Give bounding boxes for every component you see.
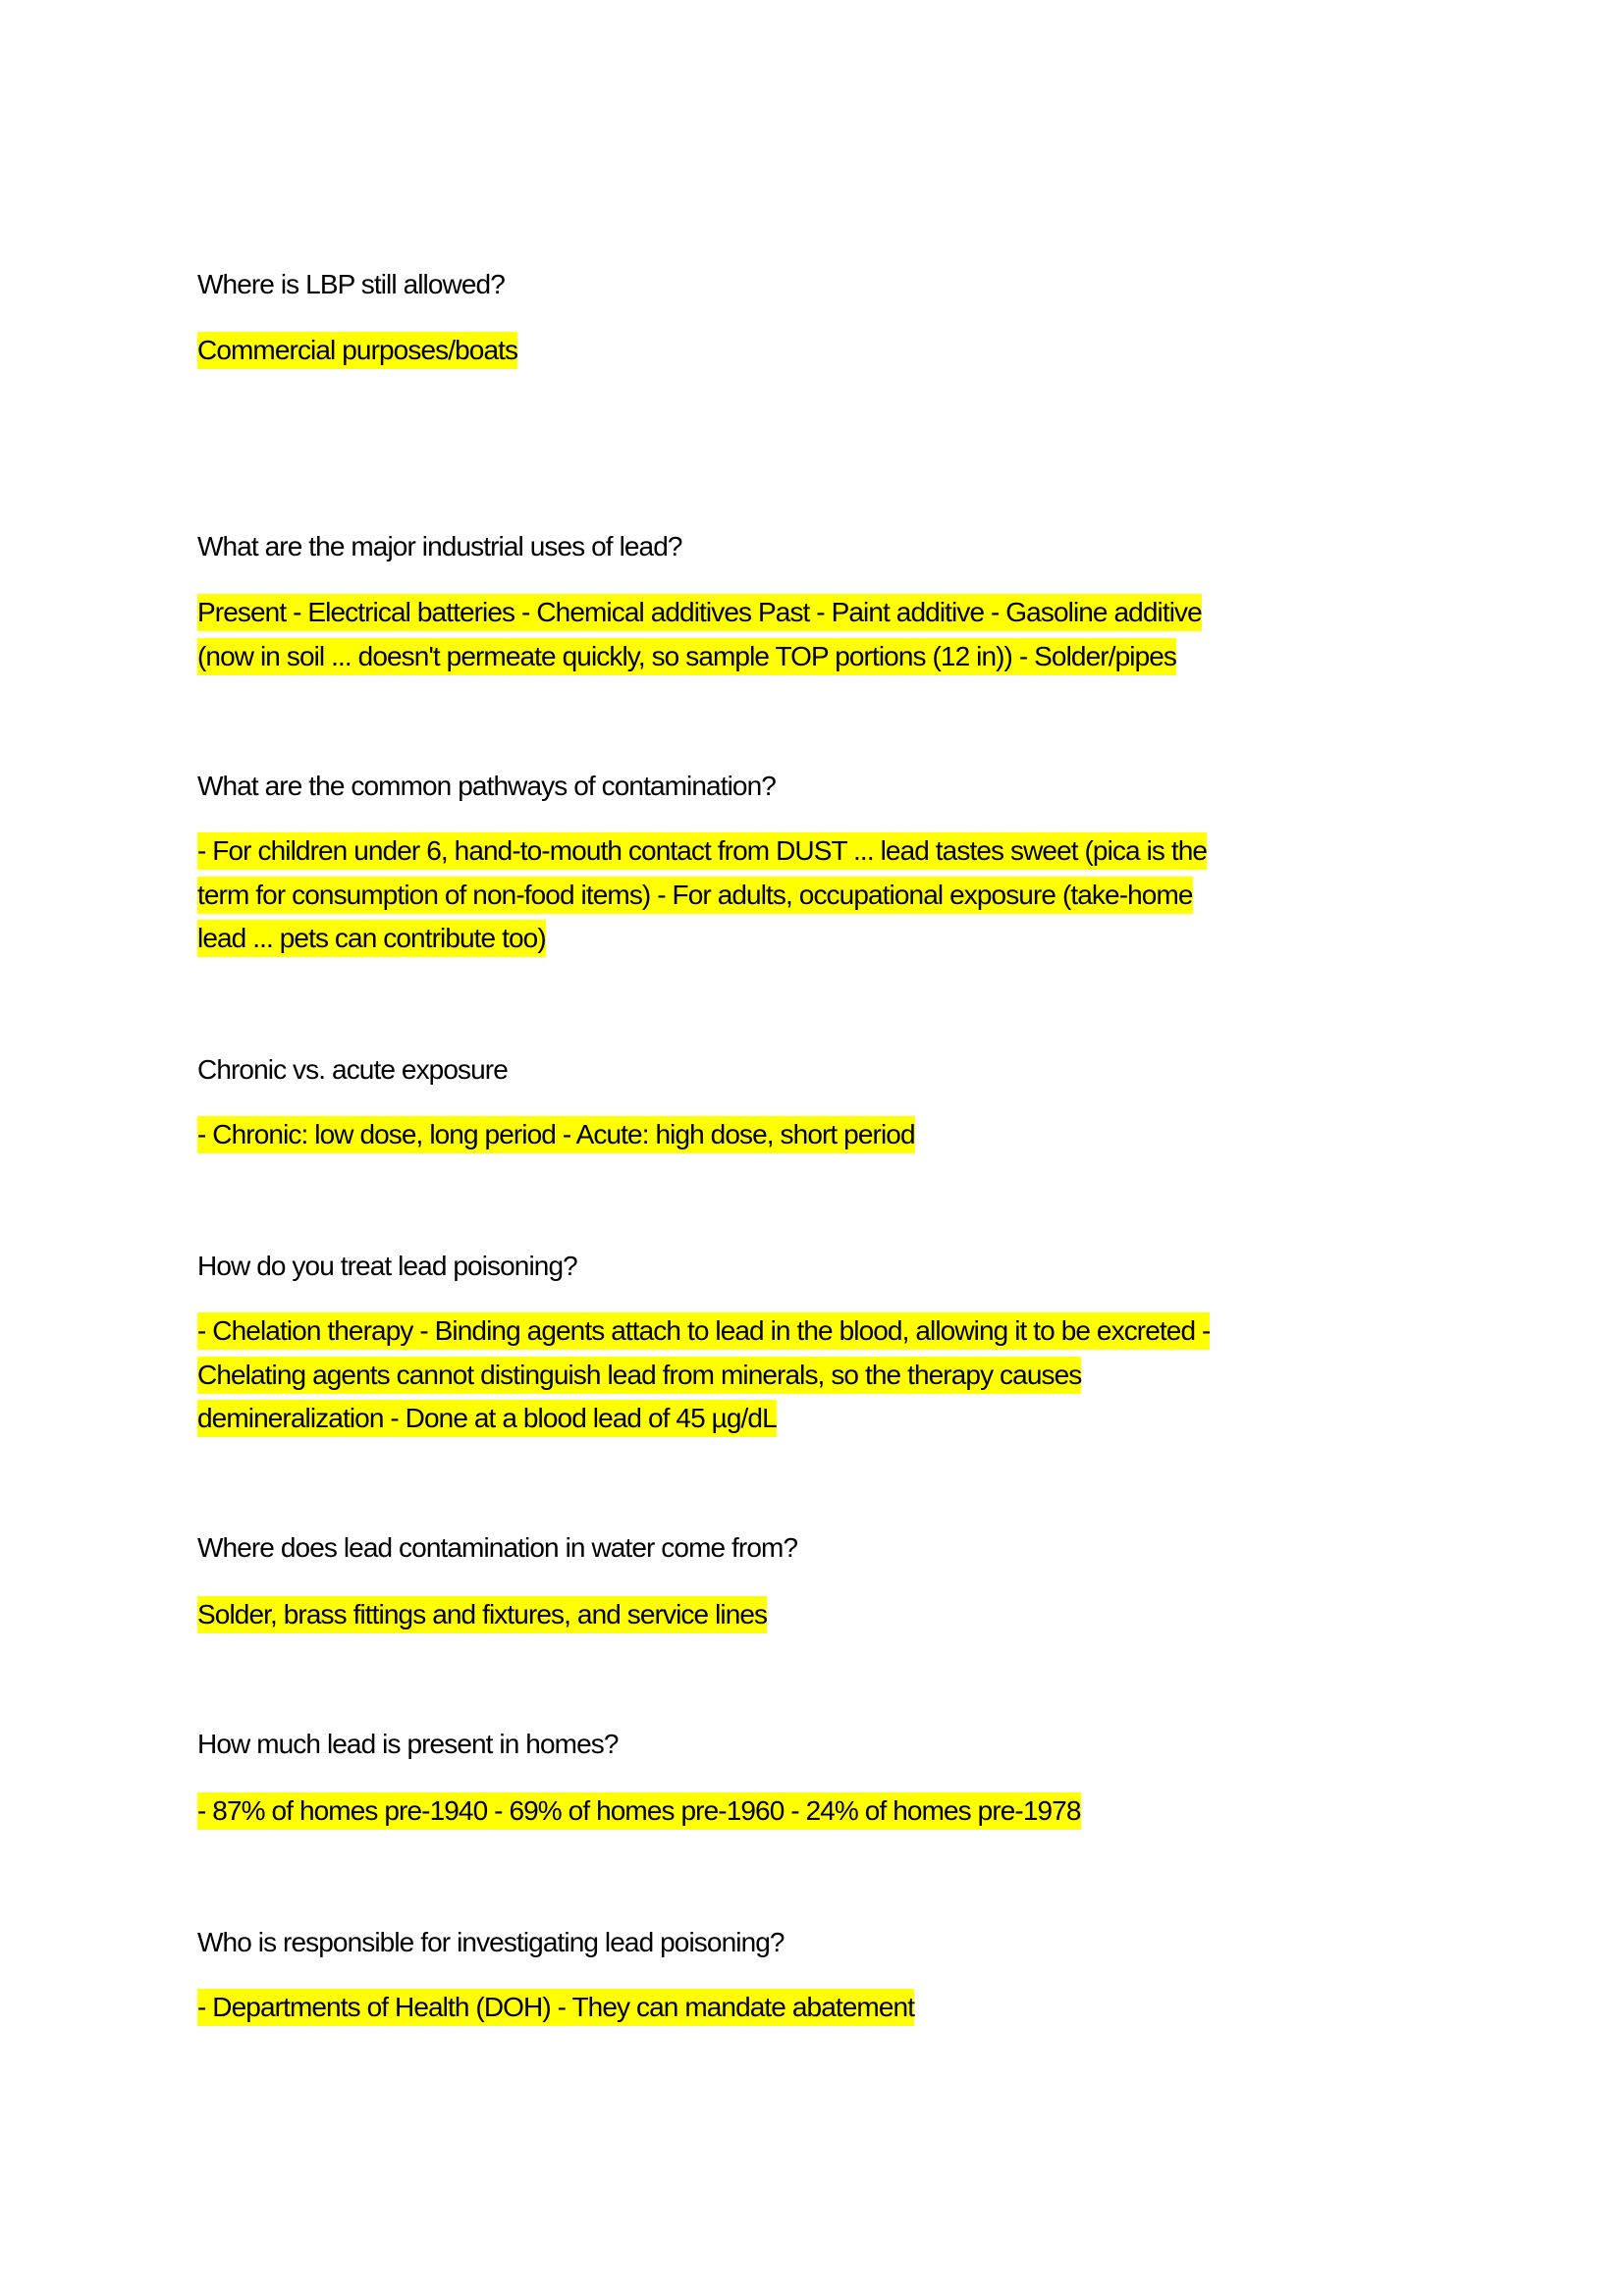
answer-line: - For children under 6, hand-to-mouth contact from DUST ... lead tastes sweet (pica is the bbox=[197, 832, 1207, 870]
question-1: Where is LBP still allowed? bbox=[197, 269, 505, 299]
answer-line: lead ... pets can contribute too) bbox=[197, 920, 546, 957]
answer-line: - Departments of Health (DOH) - They can mandate abatement bbox=[197, 1989, 914, 2026]
answer-line: demineralization - Done at a blood lead of 45 µg/dL bbox=[197, 1400, 777, 1437]
answer-6 bbox=[197, 1593, 767, 1637]
question-6: Where does lead contamination in water come from? bbox=[197, 1532, 798, 1563]
answer-line: - Chronic: low dose, long period - Acute: high dose, short period bbox=[197, 1116, 915, 1153]
question-3: What are the common pathways of contamination? bbox=[197, 771, 776, 801]
answer-8 bbox=[197, 1986, 914, 2030]
answer-line: term for consumption of non-food items) - For adults, occupational exposure (take-home bbox=[197, 877, 1193, 914]
question-2: What are the major industrial uses of lead? bbox=[197, 531, 682, 561]
answer-4 bbox=[197, 1113, 915, 1157]
question-7: How much lead is present in homes? bbox=[197, 1729, 619, 1759]
answer-line: - Chelation therapy - Binding agents attach to lead in the blood, allowing it to be excreted - bbox=[197, 1312, 1210, 1350]
answer-5 bbox=[197, 1309, 1210, 1441]
answer-line: - 87% of homes pre-1940 - 69% of homes pre-1960 - 24% of homes pre-1978 bbox=[197, 1792, 1081, 1830]
question-4: Chronic vs. acute exposure bbox=[197, 1054, 508, 1085]
answer-3 bbox=[197, 829, 1207, 961]
question-5: How do you treat lead poisoning? bbox=[197, 1251, 577, 1281]
answer-line: Present - Electrical batteries - Chemical additives Past - Paint additive - Gasoline additive bbox=[197, 594, 1202, 631]
answer-7 bbox=[197, 1789, 1081, 1834]
question-8: Who is responsible for investigating lead poisoning? bbox=[197, 1927, 785, 1957]
answer-1 bbox=[197, 329, 517, 373]
answer-line: Commercial purposes/boats bbox=[197, 332, 517, 369]
answer-line: (now in soil ... doesn't permeate quickly, so sample TOP portions (12 in)) - Solder/pipes bbox=[197, 638, 1176, 675]
answer-line: Chelating agents cannot distinguish lead from minerals, so the therapy causes bbox=[197, 1357, 1081, 1394]
answer-line: Solder, brass fittings and fixtures, and service lines bbox=[197, 1596, 767, 1633]
answer-2 bbox=[197, 591, 1202, 678]
